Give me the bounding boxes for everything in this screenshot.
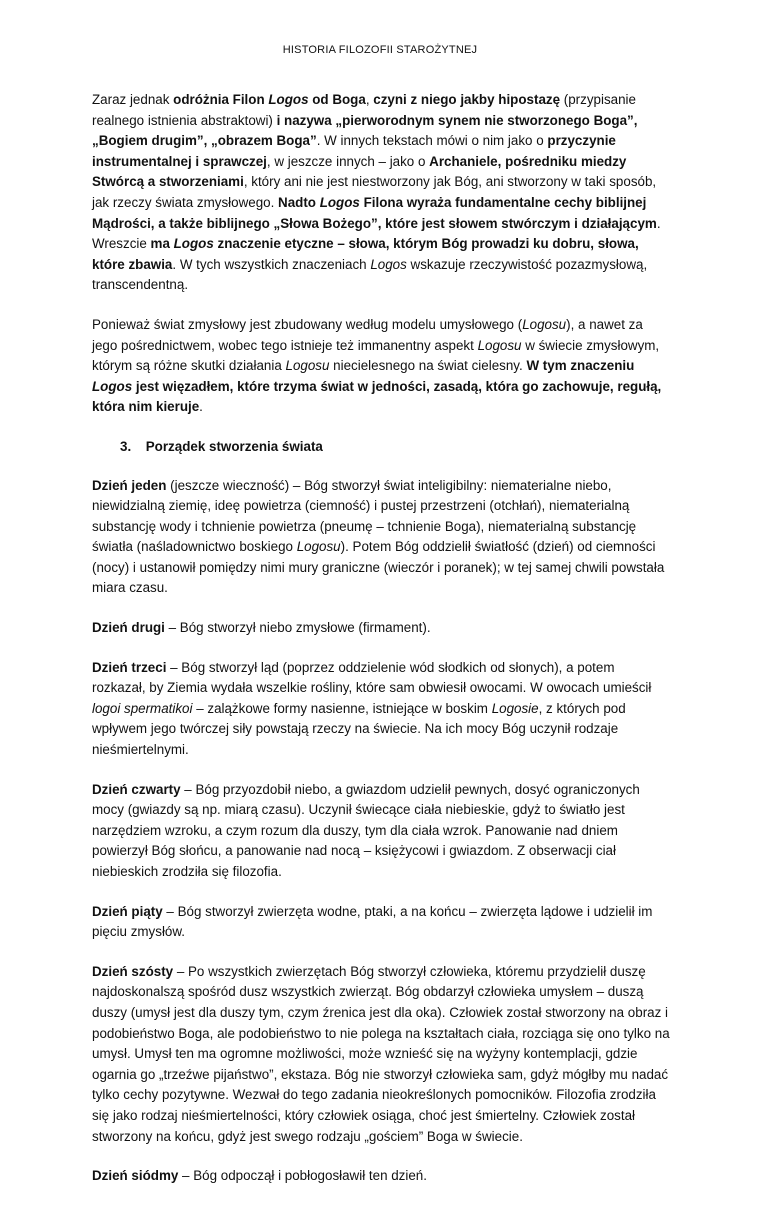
- day-five-paragraph: [92, 902, 670, 943]
- bold-phrase: Dzień piąty: [92, 903, 163, 919]
- emphasized-term: Logos: [92, 378, 133, 394]
- emphasized-term: Logosu: [285, 358, 330, 374]
- text-run: – Bóg stworzył ląd (poprzez oddzielenie wód słodkich od słonych), a potem rozkazał, by Ziemia wydała wszelkie rośliny, które sam obwiesił owocami. W owocach umieścił: [92, 659, 652, 696]
- text-run: . W tych wszystkich znaczeniach: [172, 256, 371, 272]
- bold-phrase: znaczenie etyczne – słowa, którym Bóg prowadzi ku dobru, słowa, które zbawia: [92, 236, 639, 272]
- bold-phrase: Archaniele, pośredniku miedzy Stwórcą a stworzeniami: [92, 153, 627, 190]
- text-run: ), a nawet za jego pośrednictwem, wobec tego istnieje też immanentny aspekt: [92, 316, 643, 353]
- text-run: (przypisanie realnego istnienia abstraktowi): [92, 92, 636, 128]
- page-content: [92, 90, 670, 1206]
- day-six-paragraph: [92, 962, 670, 1147]
- emphasized-term: logoi spermatikoi: [92, 700, 193, 716]
- bold-phrase: ma: [150, 236, 174, 252]
- text-run: niecielesnego na świat cielesny.: [329, 358, 527, 374]
- paragraph-logos-immanent: [92, 315, 670, 418]
- bold-phrase: Dzień drugi: [92, 620, 165, 636]
- text-run: (jeszcze wieczność) – Bóg stworzył świat inteligibilny: niematerialne niebo, niewidzialną ziemię, ideę powietrza (ciemność) i pustej przestrzeni (otchłań), niematerialną substancję wody i tchnienie powietrza (pneumę – tchnienie Boga), niematerialną substancję światła (naśladownictwo boskiego: [92, 477, 637, 555]
- paragraph-logos-distinction: [92, 90, 670, 296]
- text-run: – Bóg stworzył zwierzęta wodne, ptaki, a na końcu – zwierzęta lądowe i udzielił im pięciu zmysłów.: [92, 903, 653, 940]
- day-four-paragraph: [92, 780, 670, 883]
- emphasized-term: Logosie: [491, 700, 539, 716]
- text-run: .: [199, 399, 203, 415]
- bold-phrase: Dzień jeden: [92, 477, 167, 493]
- text-run: ,: [365, 92, 374, 107]
- bold-phrase: jest więzadłem, które trzyma świat w jedności, zasadą, która go zachowuje, regułą, która nim kieruje: [92, 378, 662, 415]
- text-run: ). Potem Bóg oddzielił światłość (dzień) od ciemności (nocy) i ustanowił pomiędzy nimi mury graniczne (wieczór i poranek); w tej samej chwili powstała miara czasu.: [92, 539, 665, 596]
- bold-phrase: od Boga: [308, 92, 366, 107]
- bold-phrase: Filona wyraża fundamentalne cechy biblijnej Mądrości, a także biblijnego „Słowa Bożego”, które jest słowem stwórczym i działającym: [92, 194, 657, 231]
- text-run: , który ani nie jest niestworzony jak Bóg, ani stworzony w taki sposób, jak rzeczy świata zmysłowego.: [92, 174, 657, 210]
- day-one-paragraph: [92, 476, 670, 600]
- running-header: HISTORIA FILOZOFII STAROŻYTNEJ: [282, 44, 478, 56]
- text-run: w świecie zmysłowym, którym są różne skutki działania: [92, 337, 660, 374]
- section-title: Porządek stworzenia świata: [145, 438, 323, 454]
- text-run: , w jeszcze innych – jako o: [266, 153, 430, 169]
- emphasized-term: Logosu: [522, 316, 567, 332]
- text-run: – Bóg przyozdobił niebo, a gwiazdom udzielił pewnych, dosyć ograniczonych mocy (gwiazdy są np. miarą czasu). Uczynił świecące ciała niebieskie, gdyż to światło jest narzędziem wzroku, a czym rozum dla duszy, tym dla ciała wzrok. Panowanie nad dniem powierzył Bóg słońcu, a panowanie nad nocą – księżycowi i gwiazdom. Z obserwacji ciał niebieskich zrodziła się filozofia.: [92, 781, 640, 879]
- emphasized-term: Logos: [319, 194, 360, 210]
- day-two-paragraph: [92, 618, 670, 639]
- day-seven-paragraph: [92, 1166, 670, 1187]
- bold-phrase: Dzień szósty: [92, 963, 174, 979]
- bold-phrase: Dzień siódmy: [92, 1168, 179, 1184]
- text-run: wskazuje rzeczywistość pozazmysłową, transcendentną.: [92, 256, 648, 293]
- text-run: . W innych tekstach mówi o nim jako o: [316, 133, 548, 149]
- section-number: 3.: [120, 438, 132, 454]
- bold-phrase: Dzień trzeci: [92, 659, 167, 675]
- emphasized-term: Logosu: [477, 337, 522, 353]
- bold-phrase: czyni z niego jakby hipostazę: [373, 92, 561, 107]
- text-run: – Bóg odpoczął i pobłogosławił ten dzień.: [178, 1168, 427, 1184]
- text-run: , z których pod wpływem jego twórczej siły powstają rzeczy na świecie. Na ich mocy Bóg uczynił rodzaje nieśmiertelnymi.: [92, 700, 626, 758]
- bold-phrase: przyczynie instrumentalnej i sprawczej: [92, 133, 616, 169]
- emphasized-term: Logos: [268, 92, 309, 107]
- emphasized-term: Logosu: [296, 539, 341, 555]
- text-run: – Po wszystkich zwierzętach Bóg stworzył człowieka, któremu przydzielił duszę najdoskonalszą spośród dusz wszystkich zwierząt. Bóg obdarzył człowieka umysłem – duszą duszy (umysł jest dla duszy tym, czym źrenica jest dla oka). Człowiek został stworzony na obraz i podobieństwo Boga, ale podobieństwo to nie polega na kształtach ciała, rozciąga się ono tylko na umysł. Umysł ten ma ogromne możliwości, może wznieść się na wyżyny kontemplacji, gdzie ogarnia go „trzeźwe pijaństwo”, ekstaza. Bóg nie stworzył człowieka sam, gdyż mógłby mu nadać tylko cechy pozytywne. Wezwał do tego zadania nieokreślonych pomocników. Filozofia zrodziła się jako rodzaj nieśmiertelności, który człowiek osiąga, choć jest śmiertelny. Człowiek został stworzony na końcu, gdyż jest swego rodzaju „gościem” Boga w świecie.: [92, 963, 670, 1144]
- bold-phrase: odróżnia Filon: [173, 92, 269, 107]
- text-run: – zalążkowe formy nasienne, istniejące w boskim: [192, 700, 492, 716]
- bold-phrase: Nadto: [278, 194, 320, 210]
- day-three-paragraph: [92, 658, 670, 761]
- section-heading: [120, 437, 670, 458]
- text-run: Zaraz jednak: [92, 92, 174, 107]
- text-run: – Bóg stworzył niebo zmysłowe (firmament).: [164, 620, 431, 636]
- text-run: . Wreszcie: [92, 215, 661, 252]
- bold-phrase: Dzień czwarty: [92, 781, 181, 797]
- text-run: Ponieważ świat zmysłowy jest zbudowany według modelu umysłowego (: [92, 316, 523, 332]
- bold-phrase: i nazywa „pierworodnym synem nie stworzonego Boga”, „Bogiem drugim”, „obrazem Boga”: [92, 112, 638, 149]
- emphasized-term: Logos: [173, 236, 214, 252]
- bold-phrase: W tym znaczeniu: [526, 358, 635, 374]
- emphasized-term: Logos: [370, 256, 407, 272]
